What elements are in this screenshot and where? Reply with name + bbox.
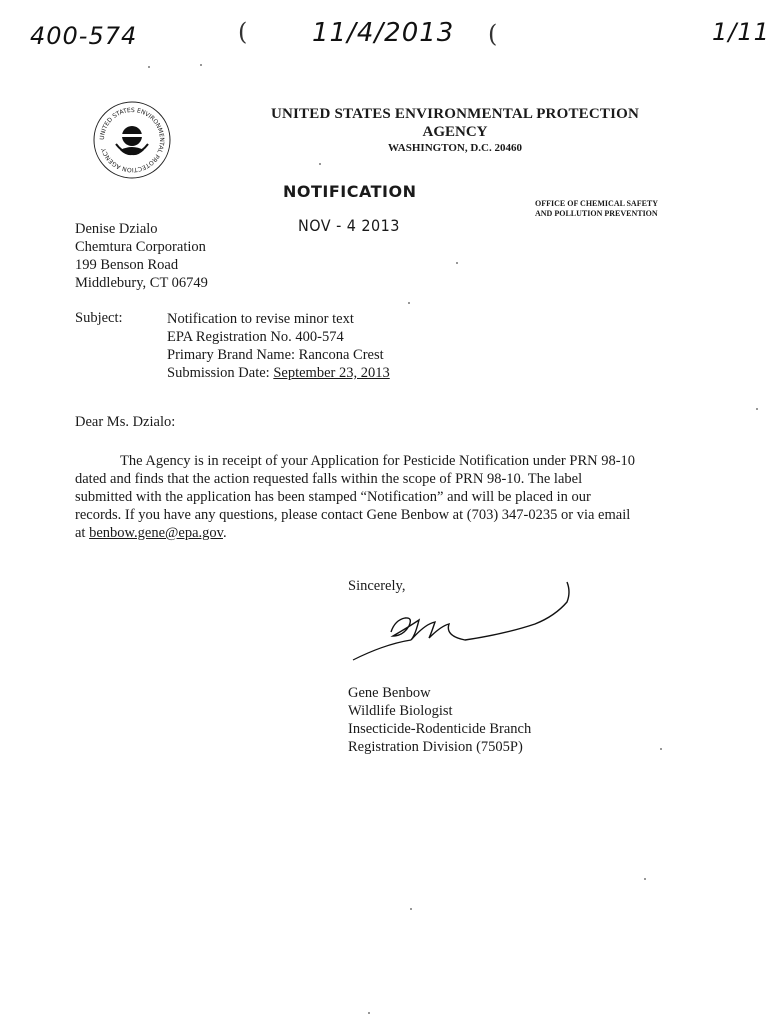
recipient-name: Denise Dzialo — [75, 221, 158, 237]
handwritten-page-number: 1/11 — [712, 18, 770, 46]
subject-brand-name: Primary Brand Name: Rancona Crest — [167, 347, 384, 363]
submission-date-value: September 23, 2013 — [273, 365, 390, 381]
recipient-address — [75, 220, 208, 292]
signer-division: Registration Division (7505P) — [348, 739, 523, 755]
subject-submission-date — [167, 364, 390, 382]
recipient-street: 199 Benson Road — [75, 257, 179, 273]
subject-registration: EPA Registration No. 400-574 — [167, 329, 344, 345]
body-line: dated and finds that the action requested falls within the scope of PRN 98-10. The label — [75, 471, 583, 487]
signer-name: Gene Benbow — [348, 685, 431, 701]
handwritten-registration-number: 400-574 — [30, 22, 138, 50]
office-name — [535, 199, 658, 219]
body-line: The Agency is in receipt of your Application for Pesticide Notification under PRN 98-10 — [120, 453, 636, 469]
signer-branch: Insecticide-Rodenticide Branch — [348, 721, 532, 737]
epa-seal-icon — [92, 100, 172, 180]
subject-label: Subject: — [75, 310, 123, 326]
scan-speck — [408, 302, 410, 304]
agency-name-line2: AGENCY — [422, 124, 488, 140]
scan-speck — [660, 748, 662, 750]
subject-block — [167, 310, 390, 382]
letter-body — [75, 452, 675, 542]
scan-speck — [319, 163, 321, 165]
signer-block — [348, 684, 531, 756]
seal-text: UNITED STATES ENVIRONMENTAL PROTECTION AGENCY — [98, 106, 166, 174]
office-line2: AND POLLUTION PREVENTION — [535, 209, 658, 218]
scan-speck — [200, 64, 202, 66]
body-line-prefix: at — [75, 525, 90, 541]
agency-address: WASHINGTON, D.C. 20460 — [388, 142, 522, 154]
body-line: records. If you have any questions, please contact Gene Benbow at (703) 347-0235 or via email — [75, 507, 631, 523]
scan-speck — [368, 1012, 370, 1014]
agency-name-line1: UNITED STATES ENVIRONMENTAL PROTECTION — [270, 106, 640, 122]
notification-stamp-date: NOV - 4 2013 — [298, 216, 400, 235]
recipient-company: Chemtura Corporation — [75, 239, 206, 255]
agency-letterhead — [240, 106, 670, 154]
body-line-suffix: . — [222, 525, 227, 541]
scan-speck — [644, 878, 646, 880]
contact-email-link[interactable]: benbow.gene@epa.gov — [89, 525, 223, 541]
submission-date-label: Submission Date: — [167, 365, 274, 381]
scan-speck — [456, 262, 458, 264]
signer-title: Wildlife Biologist — [348, 703, 453, 719]
body-line — [75, 524, 675, 542]
salutation: Dear Ms. Dzialo: — [75, 414, 176, 430]
recipient-city: Middlebury, CT 06749 — [75, 275, 208, 291]
scan-speck — [410, 908, 412, 910]
office-line1: OFFICE OF CHEMICAL SAFETY — [535, 199, 659, 208]
body-line: submitted with the application has been stamped “Notification” and will be placed in our — [75, 489, 591, 505]
scan-speck — [756, 408, 758, 410]
notification-stamp-title: NOTIFICATION — [283, 182, 417, 201]
scan-speck — [148, 66, 150, 68]
handwritten-signature — [345, 580, 575, 670]
handwritten-paren-mark: ( — [238, 18, 248, 46]
handwritten-date: 11/4/2013 — [312, 18, 455, 48]
subject-line: Notification to revise minor text — [167, 311, 354, 327]
closing: Sincerely, — [348, 578, 406, 594]
handwritten-paren-mark: ( — [488, 20, 498, 48]
